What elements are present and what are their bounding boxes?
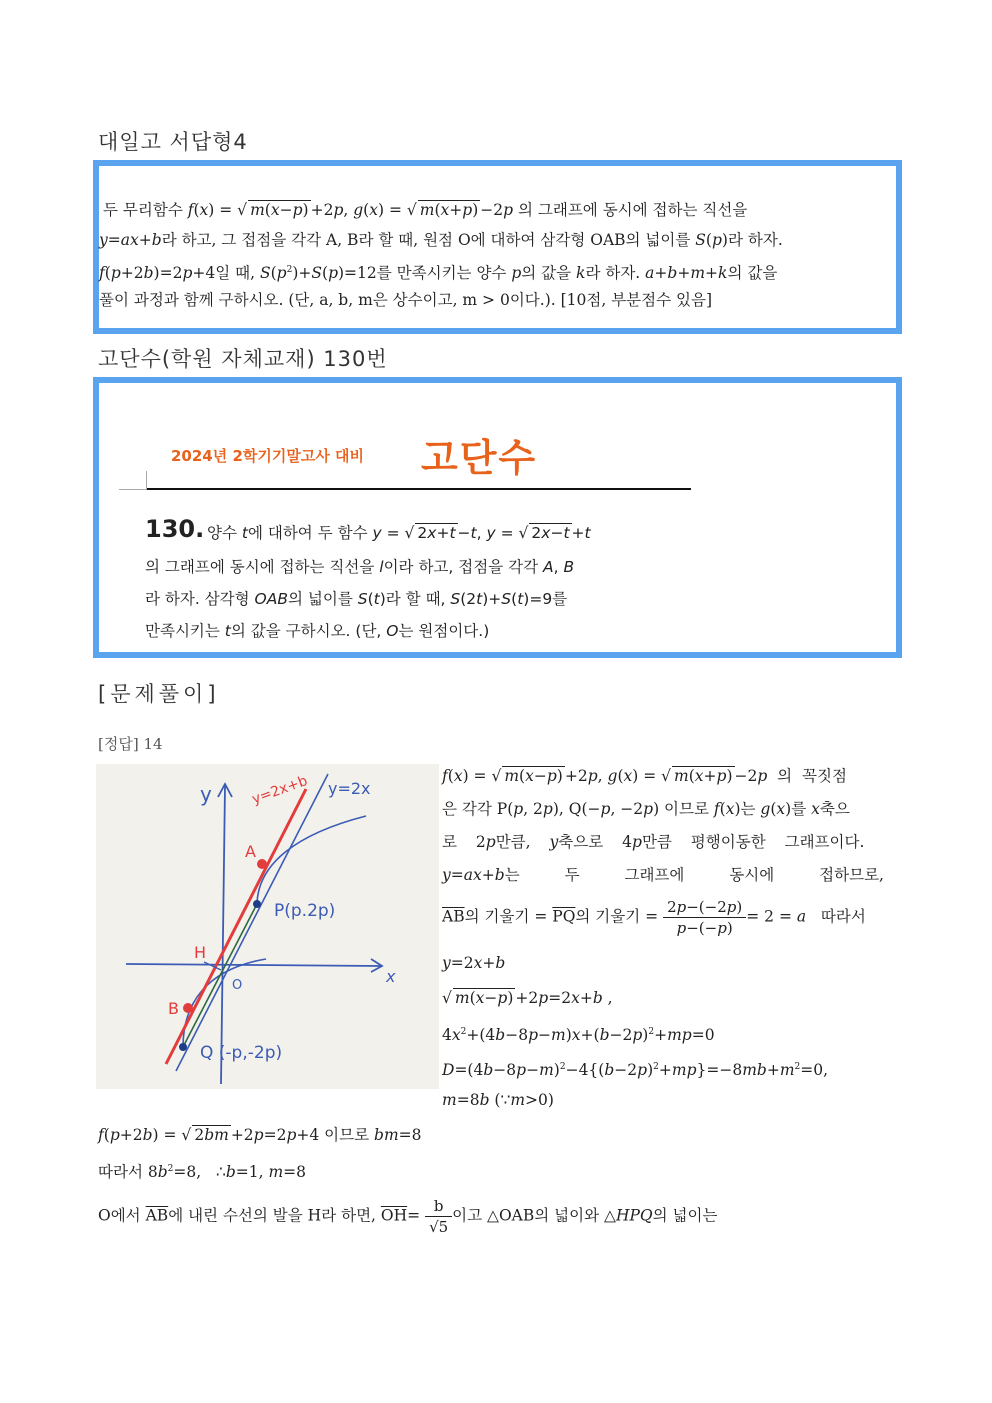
sol-line-9: $D=(4b-8p-m)^2-4\{(b-2p)^2+mp\}=-8mb+m^2=0$, <box>442 1061 829 1080</box>
chord-pq <box>183 904 257 1047</box>
problem-number: 130. <box>145 515 205 543</box>
line1-label: y=2x+b <box>249 772 310 808</box>
sol-line-5: $\overline{AB}$의 기울기 = $\overline{PQ}$의 기울기 = $\frac{2p-(-2p)}{p-(-p)}$ = 2 = a 따라서 <box>442 898 866 937</box>
point-h-label: H <box>194 943 207 962</box>
y-axis-line <box>221 786 225 1084</box>
x-axis-label: x <box>386 967 396 986</box>
problem1-line-3: f(p+2b)=2p+4일 때, $S(p^2)+S(p)=12$를 만족시키는 양수 p의 값을 k라 하자. a+b+m+k의 값을 <box>99 264 778 283</box>
curve-f <box>257 816 366 904</box>
solution-title: [문제풀이] <box>98 682 220 706</box>
x-axis-line <box>126 964 381 966</box>
problem1-line-1: 두 무리함수 f(x) = √ m(x−p) +2p, g(x) = √ m(x+p) −2p 의 그래프에 동시에 접하는 직선을 <box>103 201 748 219</box>
sol-bottom-2: 따라서 $8b^2=8$, ∴b=1, m=8 <box>98 1163 307 1182</box>
point-b-label: B <box>168 999 179 1018</box>
sol-line-8: $4x^2+(4b-8p-m)x+(b-2p)^2+mp=0$ <box>442 1026 715 1045</box>
sol-bottom-3: O에서 $\overline{AB}$에 내린 수선의 발을 H라 하면, $\overline{OH}=$ $\frac{b}{√5}$ 이고 △OAB의 넓이와 △HPQ의 넓이는 <box>98 1197 718 1236</box>
banner-exam-label: 2024년 2학기기말고사 대비 <box>171 447 365 465</box>
hand-drawn-graph <box>96 764 439 1089</box>
sol-line-3: 로 2p만큼, y축으로 4p만큼 평행이동한 그래프이다. <box>442 833 865 851</box>
point-b <box>183 1003 193 1013</box>
sol-line-1: f(x) = √ m(x−p) +2p, g(x) = √ m(x+p) −2p 의 꼭짓점 <box>442 767 847 785</box>
point-a <box>257 859 267 869</box>
line2-label: y=2x <box>328 779 371 798</box>
section2-title: 고단수(학원 자체교재) 130번 <box>98 347 388 371</box>
problem2-line-4: 만족시키는 t의 값을 구하시오. (단, O는 원점이다.) <box>145 622 490 640</box>
point-a-label: A <box>245 842 256 861</box>
problem1-line-4: 풀이 과정과 함께 구하시오. (단, a, b, m은 상수이고, m > 0이다.). [10점, 부분점수 있음] <box>99 291 713 309</box>
banner-brand: 고단수 <box>421 436 538 480</box>
sol-bottom-1: f(p+2b) = √ 2bm +2p=2p+4 이므로 bm=8 <box>98 1126 422 1144</box>
problem2-line-3: 라 하자. 삼각형 OAB의 넓이를 S(t)라 할 때, S(2t)+S(t)=9를 <box>145 590 568 608</box>
point-p-label: P(p.2p) <box>274 901 336 921</box>
banner-tick <box>119 489 147 490</box>
tangent-line <box>166 789 306 1064</box>
line-y-2x <box>176 774 328 1071</box>
graph-svg <box>96 764 439 1089</box>
problem-box-2 <box>93 377 902 658</box>
banner-tick-vertical <box>146 471 147 489</box>
problem-box-1 <box>93 160 902 334</box>
y-axis-label: y <box>200 782 212 806</box>
sol-line-7: √ m(x−p) +2p=2x+b , <box>442 989 613 1007</box>
point-p <box>253 900 261 908</box>
banner-rule <box>147 488 691 490</box>
section1-title: 대일고 서답형4 <box>98 130 248 154</box>
problem2-line-2: 의 그래프에 동시에 접하는 직선을 l이라 하고, 접점을 각각 A, B <box>145 558 575 576</box>
problem1-line-2: y=ax+b라 하고, 그 접점을 각각 A, B라 할 때, 원점 O에 대하여 삼각형 OAB의 넓이를 S(p)라 하자. <box>99 231 783 249</box>
sol-line-6: y=2x+b <box>442 954 506 972</box>
problem2-line-1: 양수 t에 대하여 두 함수 y = √ 2x+t −t, y = √ 2x−t +t <box>207 524 591 542</box>
answer-label: [정답] 14 <box>98 735 163 753</box>
sol-line-10: m=8b (∵m>0) <box>442 1091 554 1109</box>
point-q-label: Q (-p,-2p) <box>200 1043 283 1063</box>
point-q <box>179 1043 187 1051</box>
sol-line-4: y=ax+b는 두 그래프에 동시에 접하므로, <box>442 866 884 884</box>
sol-line-2: 은 각각 P(p, 2p), Q(−p, −2p) 이므로 f(x)는 g(x)를 x축으 <box>442 800 850 818</box>
origin-label: O <box>232 978 243 993</box>
